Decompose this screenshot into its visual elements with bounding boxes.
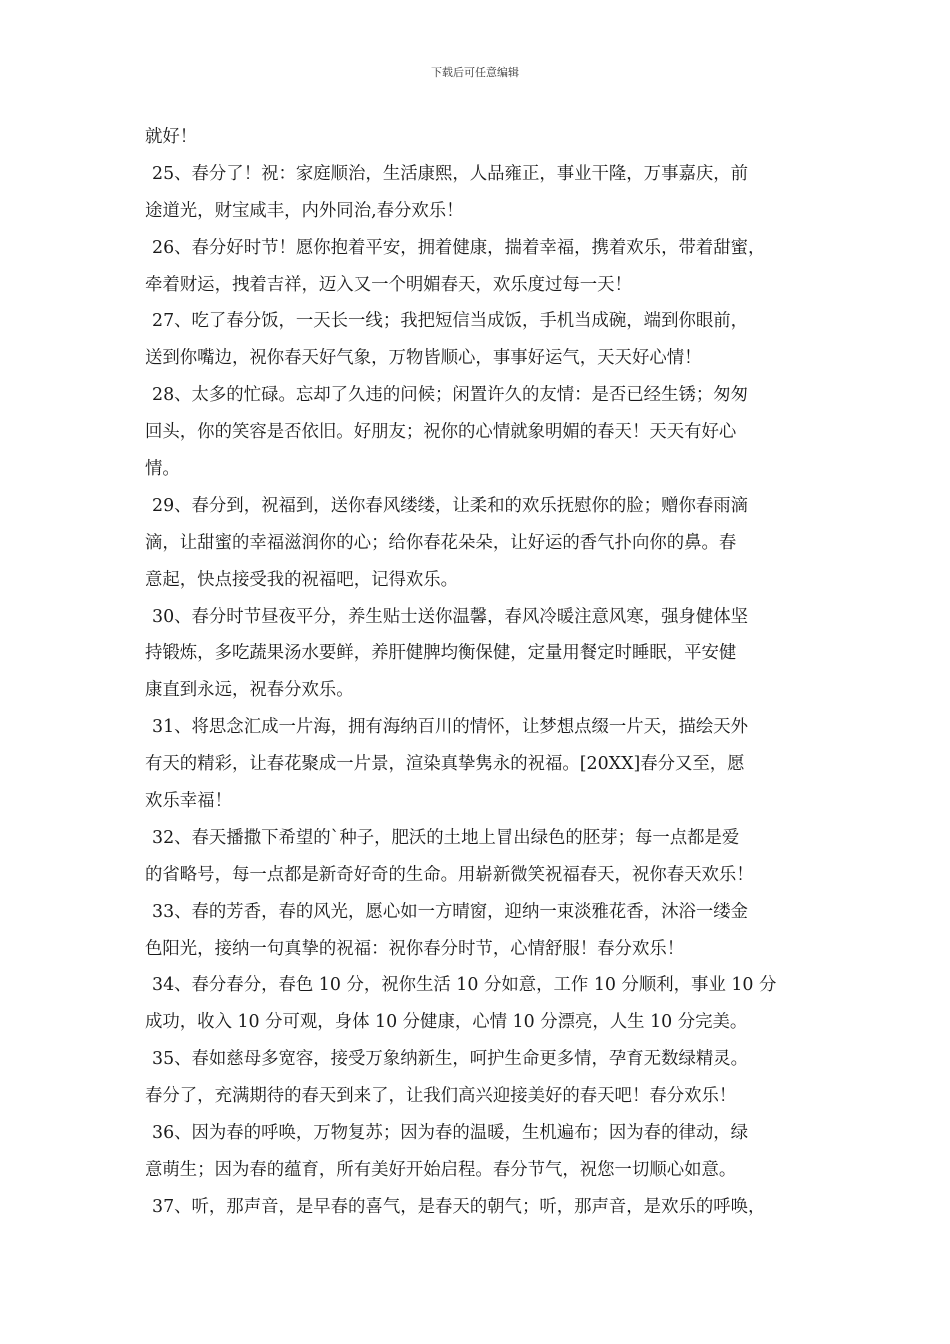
page-header: 下载后可任意编辑 — [431, 66, 519, 79]
text-line: 意起，快点接受我的祝福吧，记得欢乐。 — [145, 569, 459, 590]
text-line: 26、春分好时节！愿你抱着平安，拥着健康，揣着幸福，携着欢乐，带着甜蜜， — [152, 237, 766, 258]
text-line: 牵着财运，拽着吉祥，迈入又一个明媚春天，欢乐度过每一天！ — [145, 274, 632, 295]
text-line: 28、太多的忙碌。忘却了久违的问候；闲置许久的友情：是否已经生锈；匆匆 — [152, 385, 749, 406]
text-line: 送到你嘴边，祝你春天好气象，万物皆顺心，事事好运气，天天好心情！ — [145, 348, 702, 369]
text-line: 康直到永远，祝春分欢乐。 — [145, 680, 354, 701]
text-line: 回头，你的笑容是否依旧。好朋友；祝你的心情就象明媚的春天！天天有好心 — [145, 422, 737, 443]
text-line: 成功，收入 10 分可观，身体 10 分健康，心情 10 分漂亮，人生 10 分完美。 — [145, 1012, 748, 1033]
text-line: 35、春如慈母多宽容，接受万象纳新生，呵护生命更多情，孕育无数绿精灵。 — [152, 1049, 749, 1070]
text-line: 31、将思念汇成一片海，拥有海纳百川的情怀，让梦想点缀一片天，描绘天外 — [152, 717, 749, 738]
text-line: 的省略号，每一点都是新奇好奇的生命。用崭新微笑祝福春天，祝你春天欢乐！ — [145, 864, 754, 885]
text-line: 滴，让甜蜜的幸福滋润你的心；给你春花朵朵，让好运的香气扑向你的鼻。春 — [145, 532, 737, 553]
text-line: 30、春分时节昼夜平分，养生贴士送你温馨，春风冷暖注意风寒，强身健体坚 — [152, 606, 749, 627]
text-line: 途道光，财宝咸丰，内外同治,春分欢乐！ — [145, 200, 464, 221]
text-line: 34、春分春分，春色 10 分，祝你生活 10 分如意，工作 10 分顺利，事业 10 分 — [152, 975, 777, 996]
text-line: 36、因为春的呼唤，万物复苏；因为春的温暖，生机遍布；因为春的律动，绿 — [152, 1123, 749, 1144]
text-line: 就好！ — [145, 127, 198, 147]
text-line: 意萌生；因为春的蕴育，所有美好开始启程。春分节气，祝您一切顺心如意。 — [145, 1159, 737, 1180]
text-line: 情。 — [145, 459, 180, 480]
document-body — [145, 119, 810, 1226]
text-line: 27、吃了春分饭，一天长一线；我把短信当成饭，手机当成碗，端到你眼前， — [152, 311, 749, 332]
text-line: 欢乐幸福！ — [145, 791, 232, 812]
text-line: 29、春分到，祝福到，送你春风缕缕，让柔和的欢乐抚慰你的脸；赠你春雨滴 — [152, 495, 749, 516]
text-line: 25、春分了！祝：家庭顺治，生活康熙，人品雍正，事业干隆，万事嘉庆，前 — [152, 163, 749, 184]
text-line: 色阳光，接纳一句真挚的祝福：祝你春分时节，心情舒服！春分欢乐！ — [145, 938, 685, 959]
text-line: 春分了，充满期待的春天到来了，让我们高兴迎接美好的春天吧！春分欢乐！ — [145, 1086, 737, 1107]
text-line: 32、春天播撒下希望的`种子，肥沃的土地上冒出绿色的胚芽；每一点都是爱 — [152, 827, 740, 848]
text-line: 持锻炼，多吃蔬果汤水要鲜，养肝健脾均衡保健，定量用餐定时睡眠，平安健 — [145, 643, 737, 664]
text-line: 37、听，那声音，是早春的喜气，是春天的朝气；听，那声音，是欢乐的呼唤， — [152, 1196, 766, 1217]
text-line: 有天的精彩，让春花聚成一片景，渲染真挚隽永的祝福。[20XX]春分又至，愿 — [145, 754, 745, 775]
text-line: 33、春的芳香，春的风光，愿心如一方晴窗，迎纳一束淡雅花香，沐浴一缕金 — [152, 901, 749, 922]
